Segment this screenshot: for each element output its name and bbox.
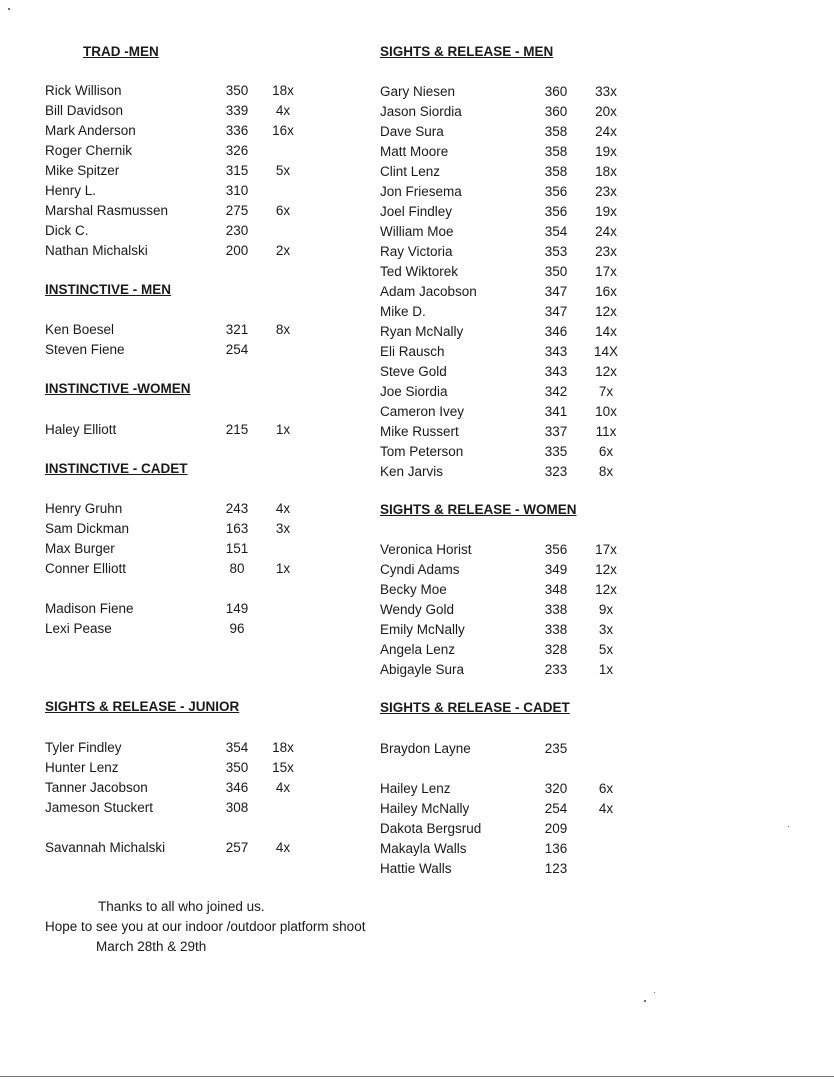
archer-score: 338 bbox=[544, 622, 568, 637]
scan-speck bbox=[654, 992, 655, 993]
archer-x-count: 23x bbox=[595, 184, 617, 199]
archer-name: Adam Jacobson bbox=[380, 284, 477, 299]
archer-score: 350 bbox=[225, 83, 249, 98]
archer-x-count: 8x bbox=[275, 322, 291, 337]
archer-score: 123 bbox=[544, 861, 568, 876]
archer-name: Marshal Rasmussen bbox=[45, 203, 169, 218]
scan-speck bbox=[644, 1000, 646, 1002]
archer-score: 310 bbox=[225, 183, 249, 198]
score-row bbox=[45, 181, 335, 201]
score-row bbox=[380, 620, 670, 640]
archer-score: 337 bbox=[544, 424, 568, 439]
score-row bbox=[380, 799, 670, 819]
archer-score: 243 bbox=[225, 501, 249, 516]
archer-score: 338 bbox=[544, 602, 568, 617]
archer-name: Ken Boesel bbox=[45, 322, 115, 337]
score-row bbox=[380, 142, 670, 162]
archer-score: 348 bbox=[544, 582, 568, 597]
archer-name: Madison Fiene bbox=[45, 601, 134, 616]
archer-x-count: 24x bbox=[595, 124, 617, 139]
archer-name: Savannah Michalski bbox=[45, 840, 166, 855]
archer-score: 341 bbox=[544, 404, 568, 419]
archer-name: Dakota Bergsrud bbox=[380, 821, 482, 836]
section-heading: SIGHTS & RELEASE - MEN bbox=[380, 44, 554, 59]
archer-score: 136 bbox=[544, 841, 568, 856]
score-row bbox=[380, 779, 670, 799]
archer-name: Hattie Walls bbox=[380, 861, 452, 876]
score-row bbox=[45, 738, 335, 758]
archer-x-count: 18x bbox=[272, 740, 294, 755]
archer-name: Roger Chernik bbox=[45, 143, 133, 158]
score-row bbox=[45, 121, 335, 141]
archer-x-count: 12x bbox=[595, 364, 617, 379]
score-row bbox=[380, 162, 670, 182]
archer-name: Steven Fiene bbox=[45, 342, 125, 357]
score-row bbox=[380, 819, 670, 839]
score-row bbox=[380, 102, 670, 122]
archer-score: 257 bbox=[225, 840, 249, 855]
section-heading: INSTINCTIVE -WOMEN bbox=[45, 381, 191, 396]
archer-x-count: 9x bbox=[598, 602, 614, 617]
archer-score: 353 bbox=[544, 244, 568, 259]
score-row bbox=[380, 600, 670, 620]
archer-name: Eli Rausch bbox=[380, 344, 445, 359]
archer-name: Makayla Walls bbox=[380, 841, 467, 856]
archer-score: 342 bbox=[544, 384, 568, 399]
archer-name: Angela Lenz bbox=[380, 642, 456, 657]
score-row bbox=[45, 81, 335, 101]
archer-score: 254 bbox=[225, 342, 249, 357]
archer-name: Sam Dickman bbox=[45, 521, 130, 536]
score-row bbox=[45, 320, 335, 340]
archer-score: 350 bbox=[225, 760, 249, 775]
archer-name: Tanner Jacobson bbox=[45, 780, 148, 795]
archer-x-count: 8x bbox=[598, 464, 614, 479]
archer-name: Bill Davidson bbox=[45, 103, 124, 118]
archer-name: Wendy Gold bbox=[380, 602, 455, 617]
archer-score: 347 bbox=[544, 284, 568, 299]
archer-name: Dave Sura bbox=[380, 124, 444, 139]
footer-date: March 28th & 29th bbox=[96, 939, 207, 954]
archer-score: 328 bbox=[544, 642, 568, 657]
archer-score: 346 bbox=[225, 780, 249, 795]
archer-score: 343 bbox=[544, 364, 568, 379]
archer-name: Joe Siordia bbox=[380, 384, 448, 399]
archer-score: 356 bbox=[544, 204, 568, 219]
score-row bbox=[380, 202, 670, 222]
archer-score: 230 bbox=[225, 223, 249, 238]
section-heading: SIGHTS & RELEASE - CADET bbox=[380, 700, 570, 715]
archer-x-count: 19x bbox=[595, 144, 617, 159]
archer-x-count: 1x bbox=[598, 662, 614, 677]
score-row bbox=[380, 462, 670, 482]
score-row bbox=[45, 241, 335, 261]
archer-name: Ray Victoria bbox=[380, 244, 453, 259]
score-row bbox=[380, 182, 670, 202]
score-row bbox=[380, 122, 670, 142]
archer-name: Cyndi Adams bbox=[380, 562, 460, 577]
archer-score: 326 bbox=[225, 143, 249, 158]
score-row bbox=[45, 778, 335, 798]
score-row bbox=[380, 422, 670, 442]
section-heading: TRAD -MEN bbox=[83, 44, 159, 59]
archer-score: 335 bbox=[544, 444, 568, 459]
archer-x-count: 4x bbox=[275, 103, 291, 118]
archer-name: Ken Jarvis bbox=[380, 464, 444, 479]
footer-next-shoot: Hope to see you at our indoor /outdoor platform shoot bbox=[45, 919, 366, 934]
section-heading: SIGHTS & RELEASE - WOMEN bbox=[380, 502, 577, 517]
archer-score: 323 bbox=[544, 464, 568, 479]
score-row bbox=[45, 798, 335, 818]
score-row bbox=[45, 101, 335, 121]
score-row bbox=[380, 442, 670, 462]
archer-x-count: 12x bbox=[595, 304, 617, 319]
archer-score: 320 bbox=[544, 781, 568, 796]
score-row bbox=[380, 382, 670, 402]
archer-name: Becky Moe bbox=[380, 582, 447, 597]
archer-x-count: 16x bbox=[272, 123, 294, 138]
score-row bbox=[380, 342, 670, 362]
archer-x-count: 24x bbox=[595, 224, 617, 239]
archer-name: Mike Russert bbox=[380, 424, 459, 439]
score-row bbox=[380, 302, 670, 322]
scan-speck bbox=[788, 826, 789, 827]
archer-score: 354 bbox=[225, 740, 249, 755]
footer-thanks: Thanks to all who joined us. bbox=[98, 899, 265, 914]
archer-x-count: 18x bbox=[595, 164, 617, 179]
score-row bbox=[45, 201, 335, 221]
score-row bbox=[380, 640, 670, 660]
archer-score: 354 bbox=[544, 224, 568, 239]
archer-score: 149 bbox=[225, 601, 249, 616]
archer-name: Joel Findley bbox=[380, 204, 453, 219]
archer-score: 200 bbox=[225, 243, 249, 258]
archer-name: Hunter Lenz bbox=[45, 760, 119, 775]
archer-name: Jameson Stuckert bbox=[45, 800, 154, 815]
archer-score: 358 bbox=[544, 124, 568, 139]
archer-score: 360 bbox=[544, 84, 568, 99]
score-row bbox=[380, 282, 670, 302]
section-heading: INSTINCTIVE - MEN bbox=[45, 282, 172, 297]
archer-name: Jason Siordia bbox=[380, 104, 462, 119]
score-row bbox=[380, 82, 670, 102]
score-row bbox=[380, 322, 670, 342]
archer-score: 80 bbox=[229, 561, 245, 576]
score-row bbox=[380, 580, 670, 600]
archer-name: Hailey Lenz bbox=[380, 781, 451, 796]
archer-score: 315 bbox=[225, 163, 249, 178]
archer-name: Gary Niesen bbox=[380, 84, 456, 99]
archer-x-count: 17x bbox=[595, 542, 617, 557]
archer-name: Matt Moore bbox=[380, 144, 449, 159]
archer-score: 96 bbox=[229, 621, 245, 636]
archer-name: Ryan McNally bbox=[380, 324, 464, 339]
archer-x-count: 6x bbox=[598, 444, 614, 459]
archer-name: Nathan Michalski bbox=[45, 243, 148, 258]
archer-x-count: 14X bbox=[593, 344, 619, 359]
archer-x-count: 5x bbox=[598, 642, 614, 657]
archer-name: Henry L. bbox=[45, 183, 97, 198]
score-row bbox=[380, 560, 670, 580]
archer-score: 321 bbox=[225, 322, 249, 337]
archer-score: 360 bbox=[544, 104, 568, 119]
score-row bbox=[380, 362, 670, 382]
score-row bbox=[380, 839, 670, 859]
archer-name: Haley Elliott bbox=[45, 422, 117, 437]
archer-x-count: 14x bbox=[595, 324, 617, 339]
archer-x-count: 12x bbox=[595, 582, 617, 597]
archer-score: 235 bbox=[544, 741, 568, 756]
archer-x-count: 3x bbox=[275, 521, 291, 536]
score-row bbox=[380, 222, 670, 242]
archer-name: Veronica Horist bbox=[380, 542, 472, 557]
archer-name: Hailey McNally bbox=[380, 801, 470, 816]
score-row bbox=[45, 599, 335, 619]
score-row bbox=[380, 859, 670, 879]
archer-score: 356 bbox=[544, 542, 568, 557]
score-row bbox=[45, 221, 335, 241]
score-row bbox=[45, 340, 335, 360]
score-row bbox=[380, 262, 670, 282]
archer-name: Steve Gold bbox=[380, 364, 447, 379]
archer-name: Ted Wiktorek bbox=[380, 264, 459, 279]
score-row bbox=[45, 539, 335, 559]
archer-name: Mike D. bbox=[380, 304, 426, 319]
archer-score: 233 bbox=[544, 662, 568, 677]
archer-score: 215 bbox=[225, 422, 249, 437]
scan-speck bbox=[8, 8, 10, 10]
score-row bbox=[380, 242, 670, 262]
archer-score: 254 bbox=[544, 801, 568, 816]
archer-x-count: 7x bbox=[598, 384, 614, 399]
archer-x-count: 1x bbox=[275, 561, 291, 576]
archer-name: Mark Anderson bbox=[45, 123, 136, 138]
archer-score: 349 bbox=[544, 562, 568, 577]
archer-name: Tyler Findley bbox=[45, 740, 122, 755]
archer-score: 358 bbox=[544, 164, 568, 179]
archer-x-count: 10x bbox=[595, 404, 617, 419]
archer-score: 163 bbox=[225, 521, 249, 536]
archer-score: 356 bbox=[544, 184, 568, 199]
archer-x-count: 6x bbox=[598, 781, 614, 796]
archer-score: 358 bbox=[544, 144, 568, 159]
score-row bbox=[380, 402, 670, 422]
archer-score: 350 bbox=[544, 264, 568, 279]
archer-name: Jon Friesema bbox=[380, 184, 462, 199]
archer-score: 308 bbox=[225, 800, 249, 815]
score-row bbox=[45, 838, 335, 858]
archer-x-count: 6x bbox=[275, 203, 291, 218]
archer-name: Dick C. bbox=[45, 223, 89, 238]
archer-name: Emily McNally bbox=[380, 622, 465, 637]
archer-x-count: 23x bbox=[595, 244, 617, 259]
archer-x-count: 11x bbox=[595, 424, 617, 439]
archer-x-count: 1x bbox=[275, 422, 291, 437]
score-row bbox=[380, 660, 670, 680]
archer-x-count: 4x bbox=[275, 780, 291, 795]
archer-name: Mike Spitzer bbox=[45, 163, 120, 178]
section-heading: INSTINCTIVE - CADET bbox=[45, 461, 188, 476]
archer-name: William Moe bbox=[380, 224, 454, 239]
archer-name: Max Burger bbox=[45, 541, 115, 556]
archer-name: Lexi Pease bbox=[45, 621, 112, 636]
section-heading: SIGHTS & RELEASE - JUNIOR bbox=[45, 699, 240, 714]
score-row bbox=[45, 559, 335, 579]
archer-name: Rick Willison bbox=[45, 83, 122, 98]
archer-x-count: 4x bbox=[275, 840, 291, 855]
archer-name: Henry Gruhn bbox=[45, 501, 123, 516]
archer-score: 346 bbox=[544, 324, 568, 339]
archer-x-count: 16x bbox=[595, 284, 617, 299]
archer-score: 347 bbox=[544, 304, 568, 319]
archer-x-count: 33x bbox=[595, 84, 617, 99]
archer-score: 275 bbox=[225, 203, 249, 218]
archer-x-count: 4x bbox=[275, 501, 291, 516]
archer-name: Braydon Layne bbox=[380, 741, 471, 756]
archer-x-count: 17x bbox=[595, 264, 617, 279]
scan-edge-line bbox=[0, 1076, 834, 1077]
archer-name: Abigayle Sura bbox=[380, 662, 465, 677]
archer-score: 336 bbox=[225, 123, 249, 138]
score-row bbox=[45, 161, 335, 181]
archer-x-count: 20x bbox=[595, 104, 617, 119]
archer-x-count: 19x bbox=[595, 204, 617, 219]
score-row bbox=[380, 540, 670, 560]
score-row bbox=[45, 141, 335, 161]
archer-score: 343 bbox=[544, 344, 568, 359]
archer-score: 151 bbox=[225, 541, 249, 556]
archer-x-count: 4x bbox=[598, 801, 614, 816]
archer-score: 209 bbox=[544, 821, 568, 836]
archer-x-count: 2x bbox=[275, 243, 291, 258]
archer-x-count: 18x bbox=[272, 83, 294, 98]
score-row bbox=[45, 420, 335, 440]
archer-name: Clint Lenz bbox=[380, 164, 441, 179]
archer-name: Tom Peterson bbox=[380, 444, 464, 459]
archer-x-count: 15x bbox=[272, 760, 294, 775]
score-row bbox=[45, 499, 335, 519]
score-row bbox=[45, 619, 335, 639]
score-row bbox=[380, 739, 670, 759]
archer-x-count: 12x bbox=[595, 562, 617, 577]
archer-x-count: 3x bbox=[598, 622, 614, 637]
score-row bbox=[45, 519, 335, 539]
archer-x-count: 5x bbox=[275, 163, 291, 178]
archer-name: Cameron Ivey bbox=[380, 404, 465, 419]
archer-score: 339 bbox=[225, 103, 249, 118]
archer-name: Conner Elliott bbox=[45, 561, 127, 576]
score-row bbox=[45, 758, 335, 778]
